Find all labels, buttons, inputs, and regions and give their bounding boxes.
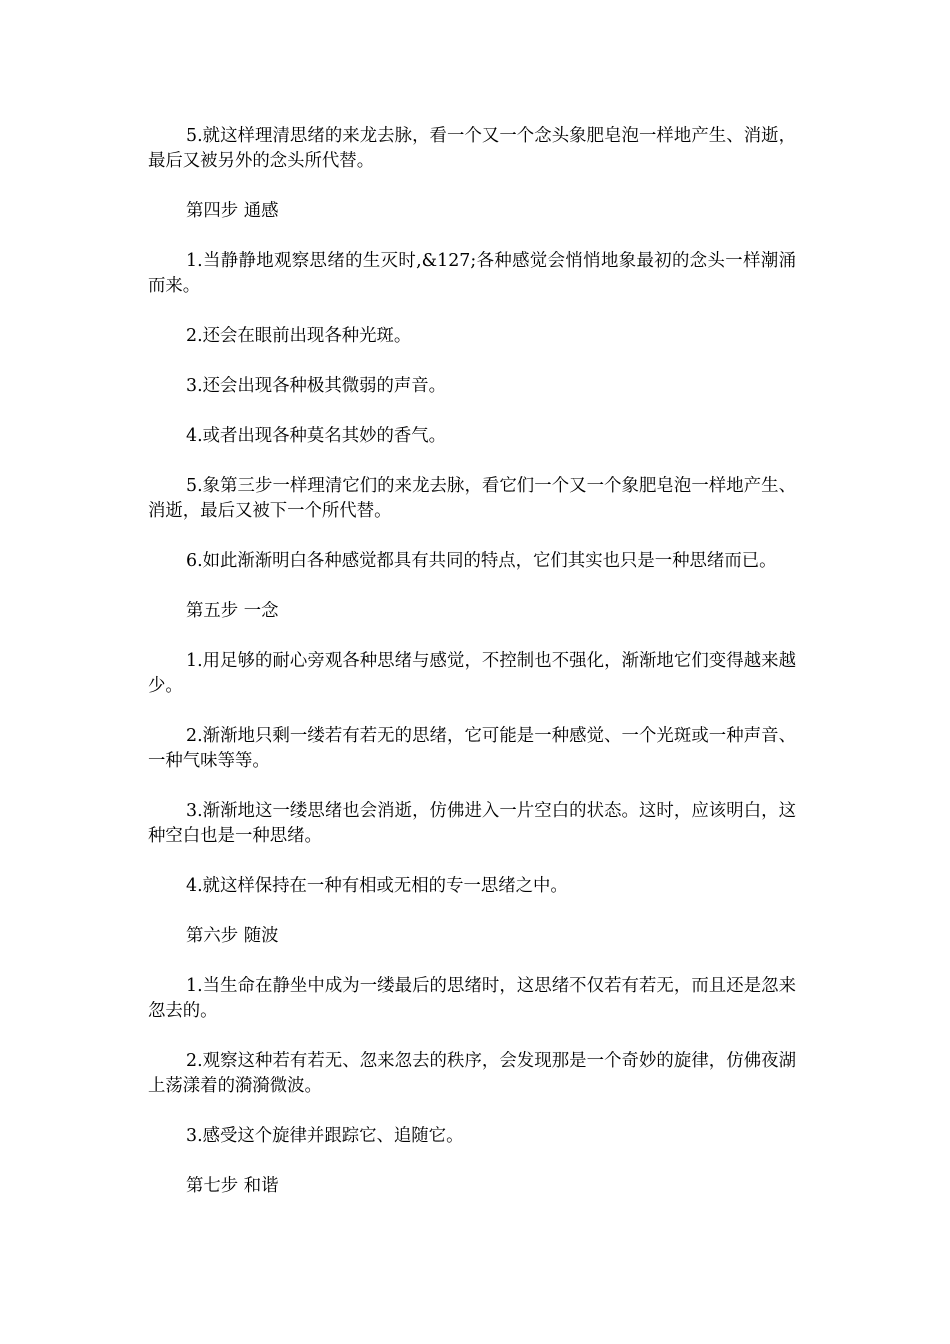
paragraph: 2.观察这种若有若无、忽来忽去的秩序，会发现那是一个奇妙的旋律，仿佛夜湖上荡漾着的漪漪微波。 [148, 1051, 796, 1096]
paragraph: 5.象第三步一样理清它们的来龙去脉，看它们一个又一个象肥皂泡一样地产生、消逝，最后又被下一个所代替。 [148, 476, 796, 521]
paragraph: 3.感受这个旋律并跟踪它、追随它。 [186, 1126, 464, 1146]
paragraph: 4.或者出现各种莫名其妙的香气。 [186, 426, 447, 446]
paragraph: 1.当生命在静坐中成为一缕最后的思绪时，这思绪不仅若有若无，而且还是忽来忽去的。 [148, 976, 796, 1021]
paragraph: 3.渐渐地这一缕思绪也会消逝，仿佛进入一片空白的状态。这时，应该明白，这种空白也是一种思绪。 [148, 801, 796, 846]
paragraph: 2.还会在眼前出现各种光斑。 [186, 326, 412, 346]
paragraph: 5.就这样理清思绪的来龙去脉，看一个又一个念头象肥皂泡一样地产生、消逝，最后又被另外的念头所代替。 [148, 126, 796, 171]
section-heading: 第五步 一念 [186, 601, 279, 621]
section-heading: 第六步 随波 [186, 926, 279, 946]
document-page [148, 124, 796, 1224]
paragraph: 6.如此渐渐明白各种感觉都具有共同的特点，它们其实也只是一种思绪而已。 [186, 551, 777, 571]
paragraph: 1.当静静地观察思绪的生灭时,&127;各种感觉会悄悄地象最初的念头一样潮涌而来。 [148, 251, 796, 296]
paragraph: 3.还会出现各种极其微弱的声音。 [186, 376, 447, 396]
paragraph: 1.用足够的耐心旁观各种思绪与感觉，不控制也不强化，渐渐地它们变得越来越少。 [148, 651, 796, 696]
paragraph: 4.就这样保持在一种有相或无相的专一思绪之中。 [186, 876, 568, 896]
section-heading: 第七步 和谐 [186, 1176, 279, 1196]
section-heading: 第四步 通感 [186, 201, 279, 221]
paragraph: 2.渐渐地只剩一缕若有若无的思绪，它可能是一种感觉、一个光斑或一种声音、一种气味等等。 [148, 726, 796, 771]
